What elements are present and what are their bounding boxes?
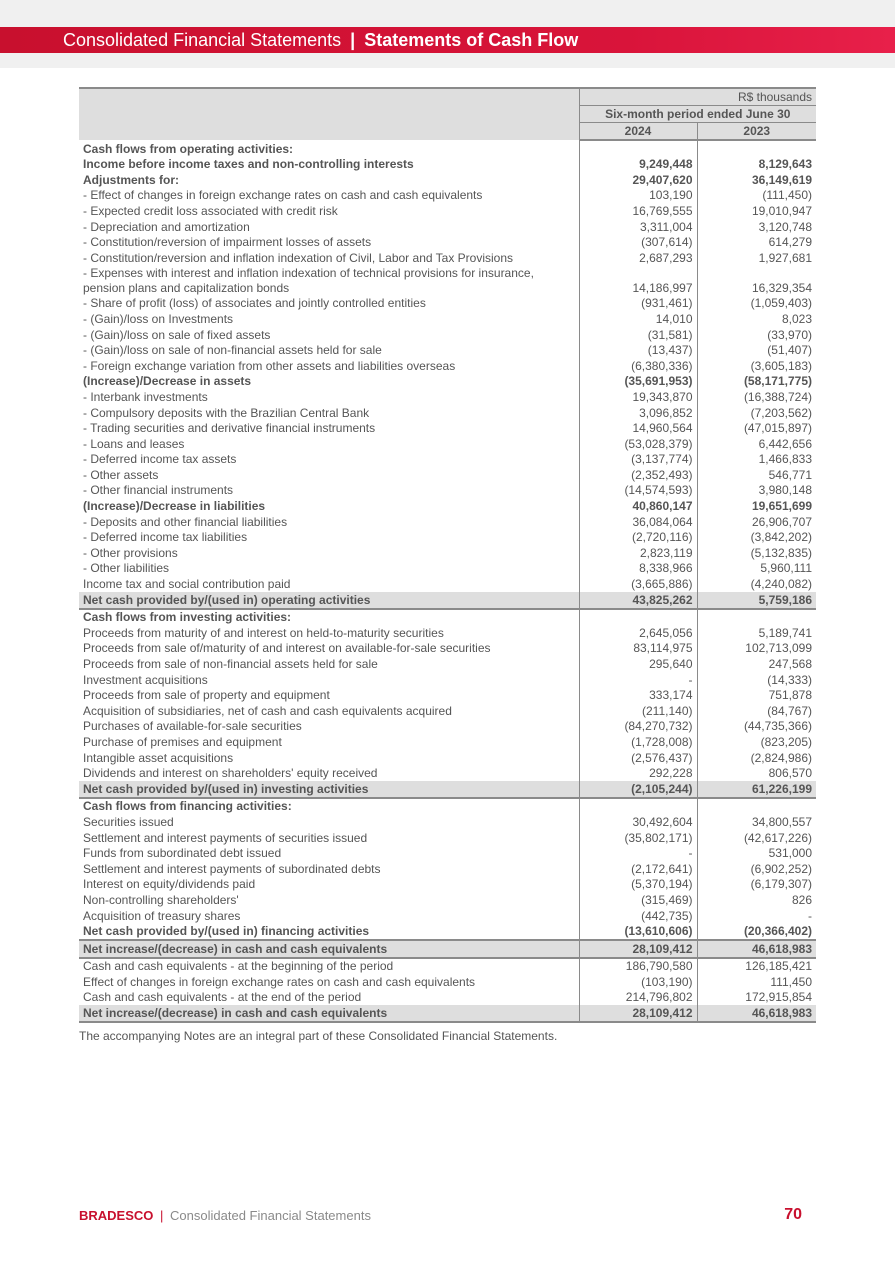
table-row xyxy=(79,609,816,626)
row-label: - Other financial instruments xyxy=(83,483,234,498)
value-2023: 172,915,854 xyxy=(697,990,816,1006)
header-title: Statements of Cash Flow xyxy=(364,30,579,50)
value-2024: 14,010 xyxy=(579,311,697,327)
value-2024: 28,109,412 xyxy=(579,1005,697,1022)
table-row xyxy=(79,327,816,343)
table-row xyxy=(79,389,816,405)
value-2023: 5,759,186 xyxy=(697,592,816,609)
row-label: Cash flows from financing activities: xyxy=(83,799,292,814)
table-row xyxy=(79,641,816,657)
row-label: Proceeds from sale of/maturity of and interest on available-for-sale securities xyxy=(83,641,491,656)
row-label: - Deferred income tax assets xyxy=(83,452,237,467)
value-2024: - xyxy=(579,846,697,862)
table-row xyxy=(79,781,816,798)
footer-brand: BRADESCO xyxy=(79,1208,154,1223)
table-row xyxy=(79,483,816,499)
row-label: - Loans and leases xyxy=(83,436,185,451)
value-2023: (33,970) xyxy=(697,327,816,343)
table-row xyxy=(79,940,816,958)
value-2024: 3,311,004 xyxy=(579,219,697,235)
row-label: - Deposits and other financial liabilities xyxy=(83,514,288,529)
table-row xyxy=(79,656,816,672)
row-label: Acquisition of subsidiaries, net of cash and cash equivalents acquired xyxy=(83,703,452,718)
row-label: Net cash provided by/(used in) investing activities xyxy=(79,781,579,798)
value-2023: 531,000 xyxy=(697,846,816,862)
value-2023: (111,450) xyxy=(697,188,816,204)
row-label: Net increase/(decrease) in cash and cash equivalents xyxy=(79,940,579,958)
year-2024: 2024 xyxy=(579,123,697,141)
table-row xyxy=(79,530,816,546)
footer xyxy=(79,1208,371,1223)
value-2024: (2,105,244) xyxy=(579,781,697,798)
value-2024: (1,728,008) xyxy=(579,734,697,750)
value-2023: 546,771 xyxy=(697,467,816,483)
row-label: Cash and cash equivalents - at the end of the period xyxy=(83,990,362,1005)
value-2023: (47,015,897) xyxy=(697,421,816,437)
value-2024: 19,343,870 xyxy=(579,389,697,405)
table-row xyxy=(79,592,816,609)
value-2023: (4,240,082) xyxy=(697,576,816,592)
value-2023 xyxy=(697,140,816,157)
table-row xyxy=(79,1005,816,1022)
table-row xyxy=(79,625,816,641)
value-2024: (53,028,379) xyxy=(579,436,697,452)
row-label: Income before income taxes and non-controlling interests xyxy=(83,157,414,172)
table-row xyxy=(79,374,816,390)
value-2024: (13,437) xyxy=(579,343,697,359)
row-label: - Trading securities and derivative financial instruments xyxy=(83,421,376,436)
table-row xyxy=(79,235,816,251)
table-row xyxy=(79,421,816,437)
value-2024: 214,796,802 xyxy=(579,990,697,1006)
table-row xyxy=(79,343,816,359)
row-label: Proceeds from maturity of and interest on held-to-maturity securities xyxy=(83,625,444,640)
value-2023: 806,570 xyxy=(697,766,816,782)
value-2023 xyxy=(697,798,816,815)
value-2023: 5,189,741 xyxy=(697,625,816,641)
value-2024: 8,338,966 xyxy=(579,561,697,577)
table-row xyxy=(79,877,816,893)
table-row xyxy=(79,766,816,782)
value-2024: (6,380,336) xyxy=(579,358,697,374)
value-2023: (2,824,986) xyxy=(697,750,816,766)
value-2024: 2,687,293 xyxy=(579,250,697,266)
value-2024: (442,735) xyxy=(579,908,697,924)
table-row xyxy=(79,990,816,1006)
row-label: - Constitution/reversion and inflation indexation of Civil, Labor and Tax Provisions xyxy=(83,250,514,265)
row-label: Intangible asset acquisitions xyxy=(83,750,234,765)
footnote: The accompanying Notes are an integral part of these Consolidated Financial Statements. xyxy=(79,1029,558,1043)
header-label-cell xyxy=(79,88,579,140)
row-label: Cash flows from investing activities: xyxy=(83,610,292,625)
row-label: Investment acquisitions xyxy=(83,672,208,687)
table-row xyxy=(79,861,816,877)
table-row xyxy=(79,908,816,924)
value-2023: 126,185,421 xyxy=(697,958,816,975)
table-row xyxy=(79,892,816,908)
value-2024: 16,769,555 xyxy=(579,203,697,219)
value-2023: (51,407) xyxy=(697,343,816,359)
value-2024: 3,096,852 xyxy=(579,405,697,421)
value-2023: 61,226,199 xyxy=(697,781,816,798)
table-row xyxy=(79,452,816,468)
value-2023: 16,329,354 xyxy=(697,266,816,296)
value-2023: 46,618,983 xyxy=(697,1005,816,1022)
period-label: Six-month period ended June 30 xyxy=(579,106,816,123)
table-row xyxy=(79,250,816,266)
header-separator: | xyxy=(350,30,356,50)
value-2023: (7,203,562) xyxy=(697,405,816,421)
value-2023: 102,713,099 xyxy=(697,641,816,657)
table-row xyxy=(79,830,816,846)
table-row xyxy=(79,924,816,941)
value-2024: (84,270,732) xyxy=(579,719,697,735)
value-2023: (3,842,202) xyxy=(697,530,816,546)
value-2023: 1,466,833 xyxy=(697,452,816,468)
row-label: Proceeds from sale of property and equipment xyxy=(83,688,330,703)
value-2023: - xyxy=(697,908,816,924)
table-row xyxy=(79,561,816,577)
header-bar xyxy=(0,27,895,53)
table-row xyxy=(79,750,816,766)
value-2024: 83,114,975 xyxy=(579,641,697,657)
value-2023: 614,279 xyxy=(697,235,816,251)
row-label: Net cash provided by/(used in) operating activities xyxy=(79,592,579,609)
value-2024: (2,720,116) xyxy=(579,530,697,546)
value-2024: (931,461) xyxy=(579,296,697,312)
footer-separator: | xyxy=(160,1208,164,1223)
value-2024: (2,352,493) xyxy=(579,467,697,483)
row-label: - Share of profit (loss) of associates and jointly controlled entities xyxy=(83,296,426,311)
row-label: Non-controlling shareholders' xyxy=(83,892,239,907)
value-2023: (16,388,724) xyxy=(697,389,816,405)
table-row xyxy=(79,688,816,704)
row-label: Securities issued xyxy=(83,814,174,829)
row-label: - (Gain)/loss on sale of fixed assets xyxy=(83,327,271,342)
value-2024: (2,576,437) xyxy=(579,750,697,766)
value-2023: (20,366,402) xyxy=(697,924,816,941)
row-label: - Other liabilities xyxy=(83,561,170,576)
value-2023: (42,617,226) xyxy=(697,830,816,846)
table-row xyxy=(79,846,816,862)
table-row xyxy=(79,498,816,514)
value-2023: 19,651,699 xyxy=(697,498,816,514)
value-2024: 36,084,064 xyxy=(579,514,697,530)
value-2023: 34,800,557 xyxy=(697,814,816,830)
value-2024 xyxy=(579,798,697,815)
table-row xyxy=(79,467,816,483)
table-row xyxy=(79,311,816,327)
header-section: Consolidated Financial Statements xyxy=(63,30,342,50)
value-2024: (3,665,886) xyxy=(579,576,697,592)
row-label: - Interbank investments xyxy=(83,389,208,404)
value-2024: (2,172,641) xyxy=(579,861,697,877)
row-label: - Expected credit loss associated with credit risk xyxy=(83,203,338,218)
table-row xyxy=(79,172,816,188)
value-2024: 292,228 xyxy=(579,766,697,782)
value-2023: 826 xyxy=(697,892,816,908)
table-row xyxy=(79,140,816,157)
value-2024: 40,860,147 xyxy=(579,498,697,514)
table-row xyxy=(79,436,816,452)
cash-flow-table xyxy=(79,87,816,1023)
row-label: - Depreciation and amortization xyxy=(83,219,250,234)
value-2024: 2,645,056 xyxy=(579,625,697,641)
row-label: - Foreign exchange variation from other assets and liabilities overseas xyxy=(83,358,456,373)
value-2024 xyxy=(579,140,697,157)
row-label: Settlement and interest payments of securities issued xyxy=(83,830,368,845)
value-2024: (14,574,593) xyxy=(579,483,697,499)
row-label: Cash and cash equivalents - at the beginning of the period xyxy=(83,959,394,974)
value-2024: - xyxy=(579,672,697,688)
row-label: - Constitution/reversion of impairment losses of assets xyxy=(83,235,372,250)
value-2023: 19,010,947 xyxy=(697,203,816,219)
row-label: Purchases of available-for-sale securities xyxy=(83,719,302,734)
row-label: - (Gain)/loss on sale of non-financial assets held for sale xyxy=(83,343,382,358)
table-row xyxy=(79,266,816,296)
row-label: - Other provisions xyxy=(83,545,178,560)
value-2024: 43,825,262 xyxy=(579,592,697,609)
value-2023: (1,059,403) xyxy=(697,296,816,312)
table-row xyxy=(79,703,816,719)
row-label: Acquisition of treasury shares xyxy=(83,908,241,923)
value-2023: 46,618,983 xyxy=(697,940,816,958)
page-number: 70 xyxy=(784,1206,802,1223)
row-label: Interest on equity/dividends paid xyxy=(83,877,256,892)
value-2023: 3,980,148 xyxy=(697,483,816,499)
table-row xyxy=(79,203,816,219)
table-row xyxy=(79,576,816,592)
value-2023: 26,906,707 xyxy=(697,514,816,530)
header-row-unit xyxy=(79,88,816,106)
value-2024: 2,823,119 xyxy=(579,545,697,561)
value-2024: 14,960,564 xyxy=(579,421,697,437)
value-2024: 295,640 xyxy=(579,656,697,672)
table-row xyxy=(79,974,816,990)
table-row xyxy=(79,219,816,235)
row-label: Settlement and interest payments of subordinated debts xyxy=(83,861,381,876)
value-2023: 8,023 xyxy=(697,311,816,327)
row-label: Dividends and interest on shareholders' equity received xyxy=(83,766,378,781)
value-2023: (84,767) xyxy=(697,703,816,719)
row-label: Income tax and social contribution paid xyxy=(83,577,291,592)
value-2024: (315,469) xyxy=(579,892,697,908)
value-2024: 103,190 xyxy=(579,188,697,204)
table-row xyxy=(79,157,816,173)
value-2023: (14,333) xyxy=(697,672,816,688)
row-label: Net increase/(decrease) in cash and cash equivalents xyxy=(79,1005,579,1022)
value-2023: (6,902,252) xyxy=(697,861,816,877)
table-row xyxy=(79,296,816,312)
value-2024: 333,174 xyxy=(579,688,697,704)
value-2023: 3,120,748 xyxy=(697,219,816,235)
footer-text: Consolidated Financial Statements xyxy=(170,1208,371,1223)
value-2023: 36,149,619 xyxy=(697,172,816,188)
value-2024: 14,186,997 xyxy=(579,266,697,296)
table-row xyxy=(79,358,816,374)
row-label: - (Gain)/loss on Investments xyxy=(83,311,234,326)
row-label: Proceeds from sale of non-financial assets held for sale xyxy=(83,657,378,671)
value-2024: (35,802,171) xyxy=(579,830,697,846)
value-2024: (3,137,774) xyxy=(579,452,697,468)
value-2024: 9,249,448 xyxy=(579,157,697,173)
row-label: Funds from subordinated debt issued xyxy=(83,846,282,861)
row-label: Effect of changes in foreign exchange rates on cash and cash equivalents xyxy=(83,974,476,989)
row-label: Cash flows from operating activities: xyxy=(83,141,294,156)
value-2023: 247,568 xyxy=(697,656,816,672)
value-2024: 29,407,620 xyxy=(579,172,697,188)
row-label: (Increase)/Decrease in liabilities xyxy=(83,499,266,514)
row-label: - Expenses with interest and inflation indexation of technical provisions for insurance, pension plans and capitalization bonds xyxy=(83,265,534,295)
value-2023: 1,927,681 xyxy=(697,250,816,266)
table-row xyxy=(79,405,816,421)
table-row xyxy=(79,798,816,815)
row-label: (Increase)/Decrease in assets xyxy=(83,374,252,389)
value-2023: 751,878 xyxy=(697,688,816,704)
table-row xyxy=(79,734,816,750)
value-2024: 186,790,580 xyxy=(579,958,697,975)
table-row xyxy=(79,719,816,735)
table-row xyxy=(79,672,816,688)
table-row xyxy=(79,545,816,561)
row-label: Net cash provided by/(used in) financing activities xyxy=(79,924,579,941)
value-2023: 8,129,643 xyxy=(697,157,816,173)
table-row xyxy=(79,514,816,530)
row-label: - Other assets xyxy=(83,467,159,482)
value-2024 xyxy=(579,609,697,626)
row-label: - Effect of changes in foreign exchange rates on cash and cash equivalents xyxy=(83,188,483,203)
value-2024: (307,614) xyxy=(579,235,697,251)
row-label: Adjustments for: xyxy=(83,172,179,187)
value-2024: (13,610,606) xyxy=(579,924,697,941)
cash-flow-table-wrapper xyxy=(79,87,816,1023)
table-row xyxy=(79,814,816,830)
value-2023: (44,735,366) xyxy=(697,719,816,735)
row-label: - Deferred income tax liabilities xyxy=(83,530,248,545)
value-2024: (5,370,194) xyxy=(579,877,697,893)
row-label: Purchase of premises and equipment xyxy=(83,734,282,749)
value-2024: 30,492,604 xyxy=(579,814,697,830)
value-2023: 6,442,656 xyxy=(697,436,816,452)
table-row xyxy=(79,958,816,975)
value-2023: (823,205) xyxy=(697,734,816,750)
value-2024: (35,691,953) xyxy=(579,374,697,390)
value-2023: (6,179,307) xyxy=(697,877,816,893)
table-row xyxy=(79,188,816,204)
value-2024: (103,190) xyxy=(579,974,697,990)
value-2023 xyxy=(697,609,816,626)
value-2024: 28,109,412 xyxy=(579,940,697,958)
value-2024: (31,581) xyxy=(579,327,697,343)
value-2023: 5,960,111 xyxy=(697,561,816,577)
value-2023: (58,171,775) xyxy=(697,374,816,390)
year-2023: 2023 xyxy=(697,123,816,141)
value-2024: (211,140) xyxy=(579,703,697,719)
value-2023: 111,450 xyxy=(697,974,816,990)
unit-label: R$ thousands xyxy=(579,88,816,106)
value-2023: (5,132,835) xyxy=(697,545,816,561)
row-label: - Compulsory deposits with the Brazilian Central Bank xyxy=(83,405,370,420)
value-2023: (3,605,183) xyxy=(697,358,816,374)
table-body xyxy=(79,140,816,1022)
